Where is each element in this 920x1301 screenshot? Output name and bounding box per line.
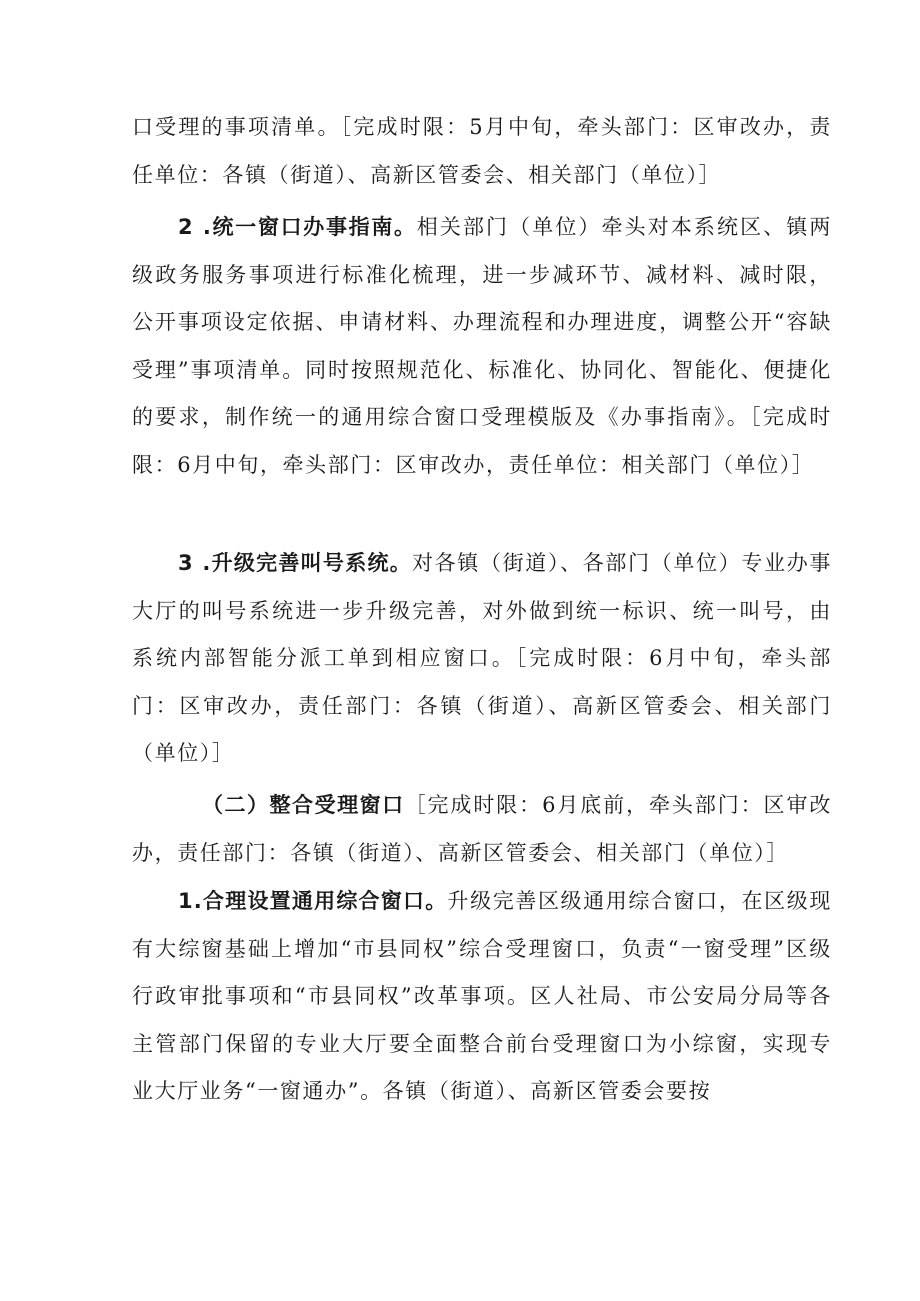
paragraph-3 (132, 540, 832, 778)
paragraph-1-text: 口受理的事项清单。［完成时限：5月中旬，牵头部门：区审改办，责任单位：各镇（街道）、高新区管委会、相关部门（单位）］ (132, 115, 832, 187)
section-heading: （二）整合受理窗口 (202, 793, 405, 817)
paragraph-1 (132, 104, 832, 199)
paragraph-5 (132, 878, 832, 1116)
paragraph-2-heading: 2 .统一窗口办事指南。 (178, 215, 417, 239)
paragraph-5-heading: 1.合理设置通用综合窗口。 (178, 889, 448, 913)
paragraph-3-heading: 3 .升级完善叫号系统。 (178, 551, 412, 575)
paragraph-2-text: 相关部门（单位）牵头对本系统区、镇两级政务服务事项进行标准化梳理，进一步减环节、减材料、减时限，公开事项设定依据、申请材料、办理流程和办理进度，调整公开“容缺受理”事项清单。同时按照规范化、标准化、协同化、智能化、便捷化的要求，制作统一的通用综合窗口受理模版及《办事指南》。［完成时限：6月中旬，牵头部门：区审改办，责任单位：相关部门（单位）］ (132, 215, 832, 477)
paragraph-4 (132, 782, 832, 877)
paragraph-2 (132, 204, 832, 489)
paragraph-5-text: 升级完善区级通用综合窗口，在区级现有大综窗基础上增加“市县同权”综合受理窗口，负责“一窗受理”区级行政审批事项和“市县同权”改革事项。区人社局、市公安局分局等各主管部门保留的专业大厅要全面整合前台受理窗口为小综窗，实现专业大厅业务“一窗通办”。各镇（街道）、高新区管委会要按 (132, 889, 832, 1103)
paragraph-4-text: ［完成时限：6月底前，牵头部门：区审改办，责任部门：各镇（街道）、高新区管委会、相关部门（单位）］ (132, 793, 832, 865)
paragraph-3-text: 对各镇（街道）、各部门（单位）专业办事大厅的叫号系统进一步升级完善，对外做到统一标识、统一叫号，由系统内部智能分派工单到相应窗口。［完成时限：6月中旬，牵头部门：区审改办，责任部门：各镇（街道）、高新区管委会、相关部门（单位）］ (132, 551, 832, 765)
